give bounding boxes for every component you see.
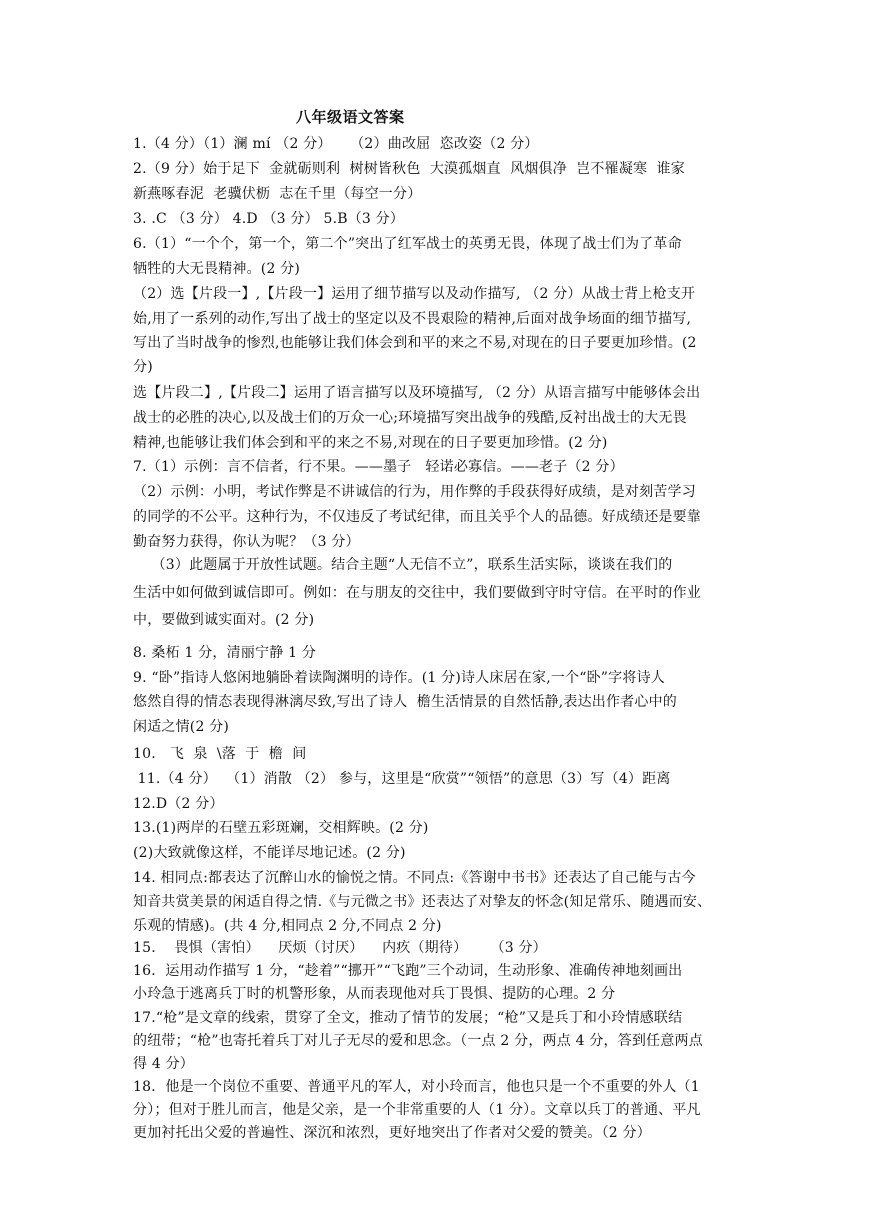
answer-line: 生活中如何做到诚信即可。例如：在与朋友的交往中，我们要做到守时守信。在平时的作业 [133, 585, 701, 601]
answer-line: 得 4 分） [133, 1056, 195, 1072]
answer-line: 17.“枪”是文章的线索，贯穿了全文，推动了情节的发展；“枪”又是兵丁和小玲情感联结 [133, 1010, 683, 1026]
answer-line: 知音共赏美景的闲适自得之情.《与元微之书》还表达了对挚友的怀念(知足常乐、随遇而安、 [133, 894, 712, 910]
answer-line: 悠然自得的情态表现得淋漓尽致,写出了诗人 檐生活情景的自然恬静,表达出作者心中的 [133, 694, 677, 710]
answer-line: 6.（1）“一个个，第一个，第二个”突出了红军战士的英勇无畏，体现了战士们为了革命 [133, 236, 682, 252]
answer-line: 15. 畏惧（害怕） 厌烦（讨厌） 内疚（期待） （3 分） [133, 940, 547, 956]
answer-line: （3）此题属于开放性试题。结合主题“人无信不立”，联系生活实际，谈谈在我们的 [133, 557, 673, 573]
page-title: 八年级语文答案 [296, 108, 405, 126]
answer-line: 10. 飞 泉 \落 于 檐 间 [133, 746, 307, 762]
answer-line: 9. “卧”指诗人悠闲地躺卧着读陶渊明的诗作。(1 分)诗人床居在家,一个“卧”字将诗人 [133, 670, 665, 686]
answer-line: 14. 相同点:都表达了沉醉山水的愉悦之情。不同点:《答谢中书书》还表达了自己能与古今 [133, 870, 696, 886]
answer-line: 勤奋努力获得，你认为呢？（3 分） [133, 534, 360, 550]
answer-line: 7.（1）示例：言不信者，行不果。——墨子 轻诺必寡信。——老子（2 分） [133, 459, 624, 475]
answer-line: 11.（4 分） （1）消散 （2） 参与，这里是“欣赏”“领悟”的意思（3）写（4）距离 [133, 771, 671, 787]
answer-line: 始,用了一系列的动作,写出了战士的坚定以及不畏艰险的精神,后面对战争场面的细节描写, [133, 311, 692, 327]
answer-line: 选【片段二】,【片段二】运用了语言描写以及环境描写, （2 分）从语言描写中能够体会出 [133, 385, 701, 401]
answer-line: (2)大致就像这样，不能详尽地记述。(2 分) [133, 845, 406, 861]
answer-line: 小玲急于逃离兵丁时的机警形象，从而表现他对兵丁畏惧、提防的心理。2 分 [133, 986, 616, 1002]
answer-line: （2）选【片段一】,【片段一】运用了细节描写以及动作描写, （2 分）从战士背上枪支开 [133, 286, 696, 302]
answer-line: 乐观的情感)。(共 4 分,相同点 2 分,不同点 2 分) [133, 918, 442, 934]
answer-line: 的纽带；“枪”也寄托着兵丁对儿子无尽的爱和思念。（一点 2 分，两点 4 分，答到任意两点 [133, 1033, 703, 1049]
answer-line: 13.(1)两岸的石壁五彩斑斓，交相辉映。(2 分) [133, 820, 429, 836]
answer-line: 12.D（2 分） [133, 796, 224, 812]
answer-line: 2.（9 分）始于足下 金就砺则利 树树皆秋色 大漠孤烟直 风烟俱净 岂不罹凝寒 谁家 [133, 161, 685, 177]
answer-line: 1.（4 分）（1）澜 mí （2 分） （2）曲改屈 恣改姿（2 分） [133, 136, 539, 152]
answer-line: 8. 桑柘 1 分，清丽宁静 1 分 [133, 645, 317, 661]
answer-line: 分）；但对于胜儿而言，他是父亲，是一个非常重要的人（1 分）。文章以兵丁的普通、平凡 [133, 1102, 701, 1118]
answer-line: 精神,也能够让我们体会到和平的来之不易,对现在的日子要更加珍惜。(2 分) [133, 435, 608, 451]
answer-line: 16．运用动作描写 1 分，“趁着”“挪开”“飞跑”三个动词，生动形象、准确传神地刻画出 [133, 963, 683, 979]
answer-line: 分) [133, 359, 153, 375]
answer-line: 牺牲的大无畏精神。(2 分) [133, 261, 301, 277]
answer-line: 更加衬托出父爱的普遍性、深沉和浓烈，更好地突出了作者对父爱的赞美。（2 分） [133, 1125, 651, 1141]
answer-line: 闲适之情(2 分) [133, 719, 230, 735]
answer-line: 写出了当时战争的惨烈,也能够让我们体会到和平的来之不易,对现在的日子要更加珍惜。(2 [133, 335, 697, 351]
answer-line: 3. .C （3 分） 4.D （3 分） 5.B（3 分） [133, 211, 405, 227]
answer-line: 的同学的不公平。这种行为，不仅违反了考试纪律，而且关乎个人的品德。好成绩还是要靠 [133, 509, 701, 525]
answer-line: 中，要做到诚实面对。(2 分) [133, 612, 315, 628]
answer-line: （2）示例：小明，考试作弊是不讲诚信的行为，用作弊的手段获得好成绩，是对刻苦学习 [133, 484, 696, 500]
answer-line: 战士的必胜的决心,以及战士们的万众一心;环境描写突出战争的残酷,反衬出战士的大无畏 [133, 410, 687, 426]
answer-line: 新燕啄春泥 老骥伏枥 志在千里（每空一分） [133, 186, 422, 202]
answer-line: 18．他是一个岗位不重要、普通平凡的军人，对小玲而言，他也只是一个不重要的外人（1 [133, 1079, 700, 1095]
